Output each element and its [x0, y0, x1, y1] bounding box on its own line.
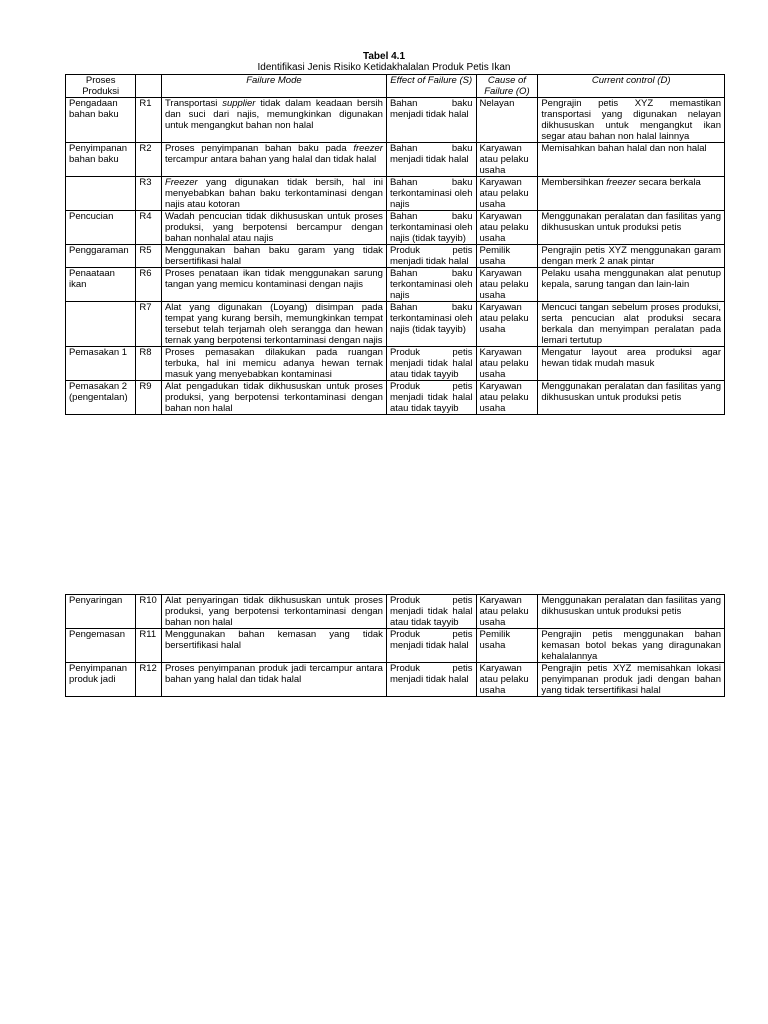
header-cause: Cause of Failure (O)	[476, 75, 538, 98]
proses-cell: Penyaringan	[66, 595, 136, 629]
failure-mode-text: tidak dalam keadaan bersih dan suci dari najis, memungkinkan digunakan untuk mengangkut bahan non halal	[164, 98, 383, 131]
effect-cell: Produk petis menjadi tidak halal atau tidak tayyib	[386, 595, 476, 629]
failure-mode-cell: Alat penyaringan tidak dikhususkan untuk proses produksi, yang berpotensi terkontaminasi dengan bahan non halal	[161, 595, 386, 629]
risk-code-cell: R8	[136, 347, 162, 381]
effect-cell: Bahan baku terkontaminasi oleh najis (tidak tayyib)	[386, 302, 476, 347]
control-text: Pengrajin petis XYZ menggunakan garam dengan merk 2 anak pintar	[541, 245, 721, 267]
control-cell	[538, 302, 725, 347]
control-cell	[538, 177, 725, 211]
control-cell: Pengrajin petis XYZ memisahkan lokasi penyimpanan produk jadi dengan bahan yang tidak tersertifikasi halal	[538, 663, 725, 697]
effect-cell: Bahan baku menjadi tidak halal	[386, 143, 476, 177]
effect-cell: Bahan baku terkontaminasi oleh najis	[386, 268, 476, 302]
proses-cell: Penaataan ikan	[66, 268, 136, 302]
risk-table	[65, 74, 725, 415]
cause-cell: Karyawan atau pelaku usaha	[476, 381, 538, 415]
table-row	[66, 381, 725, 415]
table-row	[66, 302, 725, 347]
control-text: Pelaku usaha menggunakan alat penutup kepala, sarung tangan dan lain-lain	[541, 268, 721, 290]
control-text: secara berkala	[635, 177, 701, 188]
cause-cell: Karyawan atau pelaku usaha	[476, 177, 538, 211]
failure-mode-cell: Proses penyimpanan produk jadi tercampur antara bahan yang halal dan tidak halal	[161, 663, 386, 697]
control-text: Memisahkan bahan halal dan non halal	[541, 143, 707, 154]
proses-cell	[66, 302, 136, 347]
risk-code-cell: R3	[136, 177, 162, 211]
control-cell: Menggunakan peralatan dan fasilitas yang dikhususkan untuk produksi petis	[538, 595, 725, 629]
failure-mode-text: Proses penyimpanan bahan baku pada	[164, 143, 354, 154]
table-row	[66, 245, 725, 268]
effect-cell: Produk petis menjadi tidak halal atau tidak tayyib	[386, 381, 476, 415]
failure-mode-cell	[161, 98, 386, 143]
proses-cell: Penggaraman	[66, 245, 136, 268]
risk-code-cell: R10	[136, 595, 162, 629]
control-italic: freezer	[606, 177, 636, 188]
proses-cell: Pencucian	[66, 211, 136, 245]
cause-cell: Karyawan atau pelaku usaha	[476, 595, 538, 629]
risk-code-cell: R12	[136, 663, 162, 697]
failure-mode-cell: Menggunakan bahan kemasan yang tidak bersertifikasi halal	[161, 629, 386, 663]
control-text: Menggunakan peralatan dan fasilitas yang dikhususkan untuk produksi petis	[541, 381, 721, 403]
control-cell	[538, 143, 725, 177]
table-row	[66, 268, 725, 302]
effect-cell: Bahan baku terkontaminasi oleh najis (tidak tayyib)	[386, 211, 476, 245]
failure-mode-text: yang digunakan tidak bersih, hal ini menyebabkan bahan baku terkontaminasi dengan najis atau kotoran	[164, 177, 383, 210]
failure-mode-text: Transportasi	[164, 98, 223, 109]
failure-mode-cell	[161, 143, 386, 177]
proses-cell: Pemasakan 2 (pengentalan)	[66, 381, 136, 415]
control-cell	[538, 381, 725, 415]
risk-code-cell: R4	[136, 211, 162, 245]
header-effect: Effect of Failure (S)	[386, 75, 476, 98]
failure-mode-italic: freezer	[353, 143, 383, 154]
table-row	[66, 629, 725, 663]
cause-cell: Karyawan atau pelaku usaha	[476, 663, 538, 697]
risk-code-cell: R5	[136, 245, 162, 268]
table-row	[66, 347, 725, 381]
failure-mode-text: tercampur antara bahan yang halal dan tidak halal	[164, 154, 377, 165]
failure-mode-italic: supplier	[222, 98, 256, 109]
failure-mode-text: Wadah pencucian tidak dikhususkan untuk proses produksi, yang berpotensi bercampur dengan bahan nonhalal atau najis	[164, 211, 383, 244]
failure-mode-cell	[161, 245, 386, 268]
proses-cell	[66, 177, 136, 211]
risk-code-cell: R6	[136, 268, 162, 302]
risk-code-cell: R2	[136, 143, 162, 177]
effect-cell: Produk petis menjadi tidak halal	[386, 629, 476, 663]
cause-cell: Karyawan atau pelaku usaha	[476, 143, 538, 177]
proses-cell: Penyimpanan bahan baku	[66, 143, 136, 177]
cause-cell: Karyawan atau pelaku usaha	[476, 211, 538, 245]
table-row	[66, 595, 725, 629]
proses-cell: Pengadaan bahan baku	[66, 98, 136, 143]
header-failure-mode: Failure Mode	[161, 75, 386, 98]
table-row	[66, 143, 725, 177]
control-cell	[538, 98, 725, 143]
proses-cell: Pemasakan 1	[66, 347, 136, 381]
risk-code-cell: R9	[136, 381, 162, 415]
failure-mode-text: Menggunakan bahan baku garam yang tidak bersertifikasi halal	[164, 245, 383, 267]
table-row	[66, 177, 725, 211]
control-text: Mencuci tangan sebelum proses produksi, serta pencucian alat produksi secara berkala dan menyimpan peralatan pada lemari tertutup	[541, 302, 721, 346]
cause-cell: Karyawan atau pelaku usaha	[476, 302, 538, 347]
header-proses: Proses Produksi	[66, 75, 136, 98]
table-row	[66, 98, 725, 143]
risk-code-cell: R1	[136, 98, 162, 143]
table-subtitle: Identifikasi Jenis Risiko Ketidakhalalan Produk Petis Ikan	[257, 62, 511, 73]
cause-cell: Nelayan	[476, 98, 538, 143]
cause-cell: Karyawan atau pelaku usaha	[476, 268, 538, 302]
effect-cell: Bahan baku menjadi tidak halal	[386, 98, 476, 143]
effect-cell: Bahan baku terkontaminasi oleh najis	[386, 177, 476, 211]
cause-cell: Pemilik usaha	[476, 245, 538, 268]
failure-mode-text: Proses penataan ikan tidak menggunakan sarung tangan yang memicu kontaminasi dengan najis	[164, 268, 383, 290]
table-title: Tabel 4.1	[362, 51, 406, 62]
control-cell	[538, 245, 725, 268]
failure-mode-italic: Freezer	[164, 177, 198, 188]
risk-code-cell: R7	[136, 302, 162, 347]
control-cell	[538, 211, 725, 245]
failure-mode-cell	[161, 177, 386, 211]
risk-table-continued	[65, 594, 725, 697]
table-row	[66, 211, 725, 245]
table-header-row	[66, 75, 725, 98]
failure-mode-cell	[161, 302, 386, 347]
failure-mode-cell	[161, 347, 386, 381]
failure-mode-text: Alat yang digunakan (Loyang) disimpan pada tempat yang kurang bersih, memungkinkan tempat tersebut telah terjamah oleh serangga dan hewan ternak yang berpotensi terkontaminasi dengan najis	[164, 302, 383, 346]
failure-mode-text: Proses pemasakan dilakukan pada ruangan terbuka, hal ini memicu adanya hewan ternak masuk yang menyebabkan kontaminasi	[164, 347, 383, 380]
failure-mode-cell	[161, 211, 386, 245]
failure-mode-cell	[161, 268, 386, 302]
effect-cell: Produk petis menjadi tidak halal atau tidak tayyib	[386, 347, 476, 381]
control-text: Pengrajin petis XYZ memastikan transportasi yang digunakan nelayan dikhususkan untuk mengangkut ikan segar atau bahan non halal lainnya	[541, 98, 721, 142]
proses-cell: Penyimpanan produk jadi	[66, 663, 136, 697]
cause-cell: Pemilik usaha	[476, 629, 538, 663]
cause-cell: Karyawan atau pelaku usaha	[476, 347, 538, 381]
risk-code-cell: R11	[136, 629, 162, 663]
header-code	[136, 75, 162, 98]
proses-cell: Pengemasan	[66, 629, 136, 663]
table-row	[66, 663, 725, 697]
control-text: Membersihkan	[541, 177, 607, 188]
control-cell	[538, 347, 725, 381]
effect-cell: Produk petis menjadi tidak halal	[386, 245, 476, 268]
effect-cell: Produk petis menjadi tidak halal	[386, 663, 476, 697]
failure-mode-text: Alat pengadukan tidak dikhususkan untuk proses produksi, yang berpotensi terkontaminasi dengan bahan non halal	[164, 381, 383, 414]
control-text: Menggunakan peralatan dan fasilitas yang dikhususkan untuk produksi petis	[541, 211, 721, 233]
header-control: Current control (D)	[538, 75, 725, 98]
control-text: Mengatur layout area produksi agar hewan tidak mudah masuk	[541, 347, 721, 369]
control-cell: Pengrajin petis menggunakan bahan kemasan botol bekas yang diragunakan kehalalannya	[538, 629, 725, 663]
control-cell	[538, 268, 725, 302]
failure-mode-cell	[161, 381, 386, 415]
